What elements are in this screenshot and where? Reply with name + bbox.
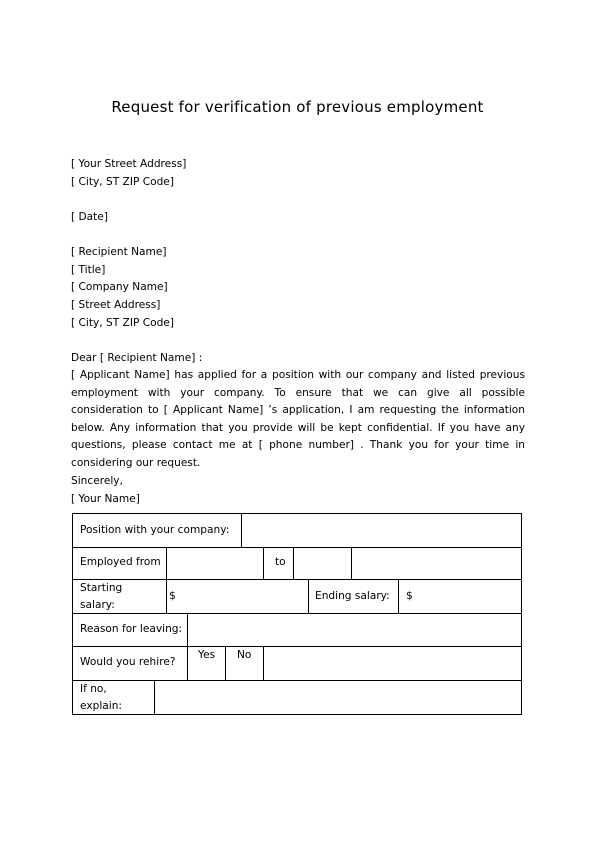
ending-salary-label: Ending salary:: [315, 590, 390, 602]
employed-to-input[interactable]: [294, 548, 351, 579]
position-label: Position with your company:: [80, 524, 230, 536]
starting-salary-currency: $: [169, 590, 176, 602]
rehire-yes-label: Yes: [198, 649, 216, 661]
letter-body: [ Applicant Name] has applied for a position with our company and listed previous employment with your company. To ensure that we can give all possible consideration to [ Applicant Name] ’s application, I am requesting the information below. Any information that you provide will be kept confidential. If you have any questions, please contact me at [ phone number] . Thank you for your time in considering our request.: [71, 369, 525, 469]
rehire-no-option[interactable]: [226, 647, 263, 680]
employed-from-label: Employed from: [80, 556, 161, 568]
ending-salary-input[interactable]: [399, 580, 521, 613]
rehire-yes-option[interactable]: [188, 647, 225, 680]
recipient-company: [ Company Name]: [71, 281, 168, 293]
to-label: to: [275, 556, 286, 568]
column-divider: [263, 547, 264, 579]
if-no-label-line2: explain:: [80, 700, 122, 712]
sender-city: [ City, ST ZIP Code]: [71, 176, 174, 188]
starting-salary-label-line2: salary:: [80, 599, 115, 611]
reason-label: Reason for leaving:: [80, 623, 183, 635]
column-divider: [308, 579, 309, 613]
document-title: Request for verification of previous employment: [111, 98, 484, 116]
employed-extra-input[interactable]: [352, 548, 521, 579]
recipient-title: [ Title]: [71, 264, 106, 276]
rehire-label: Would you rehire?: [80, 656, 176, 668]
starting-salary-label-line1: Starting: [80, 582, 123, 594]
explain-input[interactable]: [155, 681, 521, 714]
salutation: Dear [ Recipient Name] :: [71, 352, 203, 364]
recipient-city: [ City, ST ZIP Code]: [71, 317, 174, 329]
recipient-name: [ Recipient Name]: [71, 246, 167, 258]
rehire-extra-input[interactable]: [264, 647, 521, 680]
starting-salary-input[interactable]: [167, 580, 308, 613]
position-input[interactable]: [242, 514, 521, 547]
verification-form: [72, 513, 522, 715]
recipient-street: [ Street Address]: [71, 299, 161, 311]
rehire-no-label: No: [237, 649, 252, 661]
employed-from-input[interactable]: [167, 548, 263, 579]
if-no-label-line1: If no,: [80, 683, 107, 695]
letter-date: [ Date]: [71, 211, 108, 223]
ending-salary-currency: $: [406, 590, 413, 602]
sender-street: [ Your Street Address]: [71, 158, 187, 170]
closing: Sincerely,: [71, 475, 123, 487]
reason-input[interactable]: [188, 614, 521, 646]
signature: [ Your Name]: [71, 493, 140, 505]
